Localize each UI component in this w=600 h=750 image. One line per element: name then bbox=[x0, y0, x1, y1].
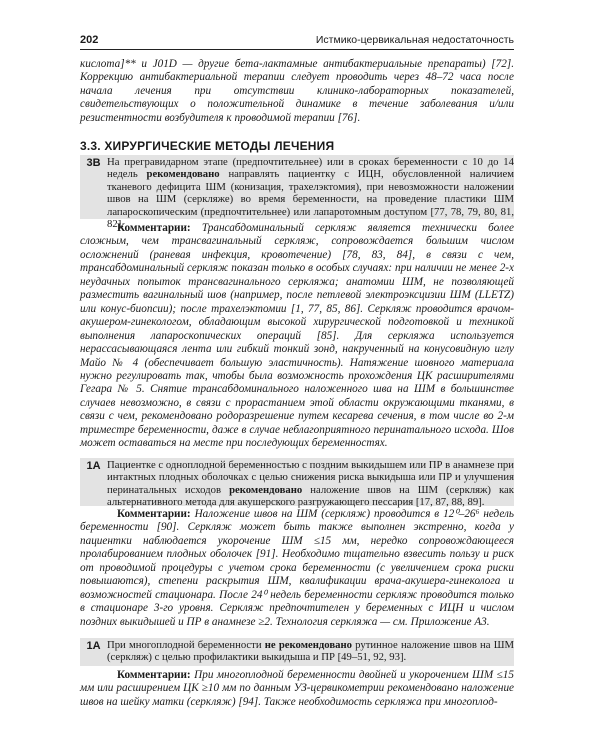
recommendation-box-2 bbox=[80, 458, 514, 509]
page-header bbox=[80, 33, 514, 47]
comment-label: Комментарии: bbox=[117, 669, 191, 681]
recommendation-text: На прегравидарном этапе (предпочтительнее) или в сроках беременности с 10 до 14 недель рекомендовано направлять пациентку с ИЦН, обусловленной наличием тканевого дефицита ШМ (конизация, трахелэктомия), при невозможности наложении швов на ШМ (серкляже) во время беременности, на проведение пластики ШМ лапароскопическим (предпочтительнее) или лапаротомным доступом [77, 78, 79, 80, 81, 82]. bbox=[107, 156, 515, 231]
intro-paragraph: кислота]** и J01D — другие бета-лактамные антибактериальные препараты) [72]. Коррекцию антибактериальной терапии следует проводить через 48–72 часа после начала лечения при отсутствии клинико-лабораторных показателей, свидетельствующих о положительной динамике в течение заболевания и/или резистентности возбудителя к проводимой терапии [76]. bbox=[80, 58, 514, 124]
section-title: 3.3. ХИРУРГИЧЕСКИЕ МЕТОДЫ ЛЕЧЕНИЯ bbox=[80, 139, 335, 153]
evidence-grade: 1А bbox=[86, 640, 101, 652]
running-title: Истмико-цервикальная недостаточность bbox=[315, 34, 514, 46]
comment-paragraph-3: Комментарии: При многоплодной беременности двойней и укорочением ШМ ≤15 мм или расширением ЦК ≥10 мм по данным УЗ-цервикометрии рекомендовано наложение швов на шейку матки (серкляж) [94]. Также необходимость серкляжа при многоплод- bbox=[80, 669, 514, 708]
header-rule bbox=[80, 49, 514, 50]
comment-label: Комментарии: bbox=[117, 508, 191, 520]
evidence-grade: 3В bbox=[86, 157, 101, 169]
recommendation-text: При многоплодной беременности не рекомендовано рутинное наложение швов на ШМ (серкляж) с целью профилактики выкидыша и ПР [49–51, 92, 93]. bbox=[107, 639, 514, 664]
evidence-grade: 1А bbox=[86, 460, 101, 472]
page-number: 202 bbox=[80, 34, 99, 46]
recommendation-box-3 bbox=[80, 638, 514, 666]
comment-label: Комментарии: bbox=[117, 222, 191, 234]
recommendation-text: Пациентке с одноплодной беременностью с поздним выкидышем или ПР в анамнезе при интактных плодных оболочках с целью снижения риска выкидыша или ПР и улучшения перинатальных исходов рекомендовано наложение швов на ШМ (серкляж) как альтернативного метода для акушерского разгружающего пессария [17, 87, 88, 89]. bbox=[107, 459, 514, 509]
comment-paragraph-1: Комментарии: Трансабдоминальный серкляж является технически более сложным, чем трансвагинальный серкляж, сопровождается большим числом осложнений (раневая инфекция, кровотечение) [78, 83, 84], в связи с чем, трансабдоминальный серкляж показан только в особых случаях: при наличии не менее 2-х неудачных попыток трансвагинального серкляжа; анатомии ШМ, не позволяющей разместить вагинальный шов (например, после петлевой электроэксцизии ШМ (LLETZ) или конус-биопсии); после трахелэктомии [1, 77, 85, 86]. Серкляж проводится врачом-акушером-гинекологом, обладающим высокой хирургической подготовкой и техникой выполнения лапароскопических операций [85]. Для серкляжа используется нерассасывающаяся лента или гибкий тонкий зонд, накрученный на конусовидную иглу Майо № 4 (обеспечивает большую эластичность). Натяжение шовного материала нужно регулировать так, чтобы была возможность прохождения ЦК расширителями Гегара № 5. Снятие трансабдоминального наложенного шва на ШМ в большинстве случаев невозможно, в связи с прорастанием этой области окружающими тканями, в связи с чем, рекомендовано родоразрешение путем кесарева сечения, в том числе во 2-м триместре беременности, даже в случае неблагоприятного перинатального исхода. Шов может оставаться на месте при последующих беременностях. bbox=[80, 222, 514, 450]
comment-paragraph-2: Комментарии: Наложение швов на ШМ (серкляж) проводится в 12⁰–26⁶ недель беременности [90]. Серкляж может быть также выполнен экстренно, когда у пациентки наблюдается укорочение ШМ ≤15 мм, нередко сопровождающееся пролабированием плодных оболочек [91]. Необходимо тщательно взвесить пользу и риск от проводимой процедуры с учетом срока беременности (с увеличением срока риски повышаются), степени раскрытия ШМ, квалификации врача-акушера-гинеколога и возможностей стационара. После 24⁰ недель беременности серкляж проводится только в стационаре 3-го уровня. Серкляж предпочтителен у беременных с ИЦН и числом поздних выкидышей и ПР в анамнезе ≥2. Технология серкляжа — см. Приложение А3. bbox=[80, 508, 515, 628]
